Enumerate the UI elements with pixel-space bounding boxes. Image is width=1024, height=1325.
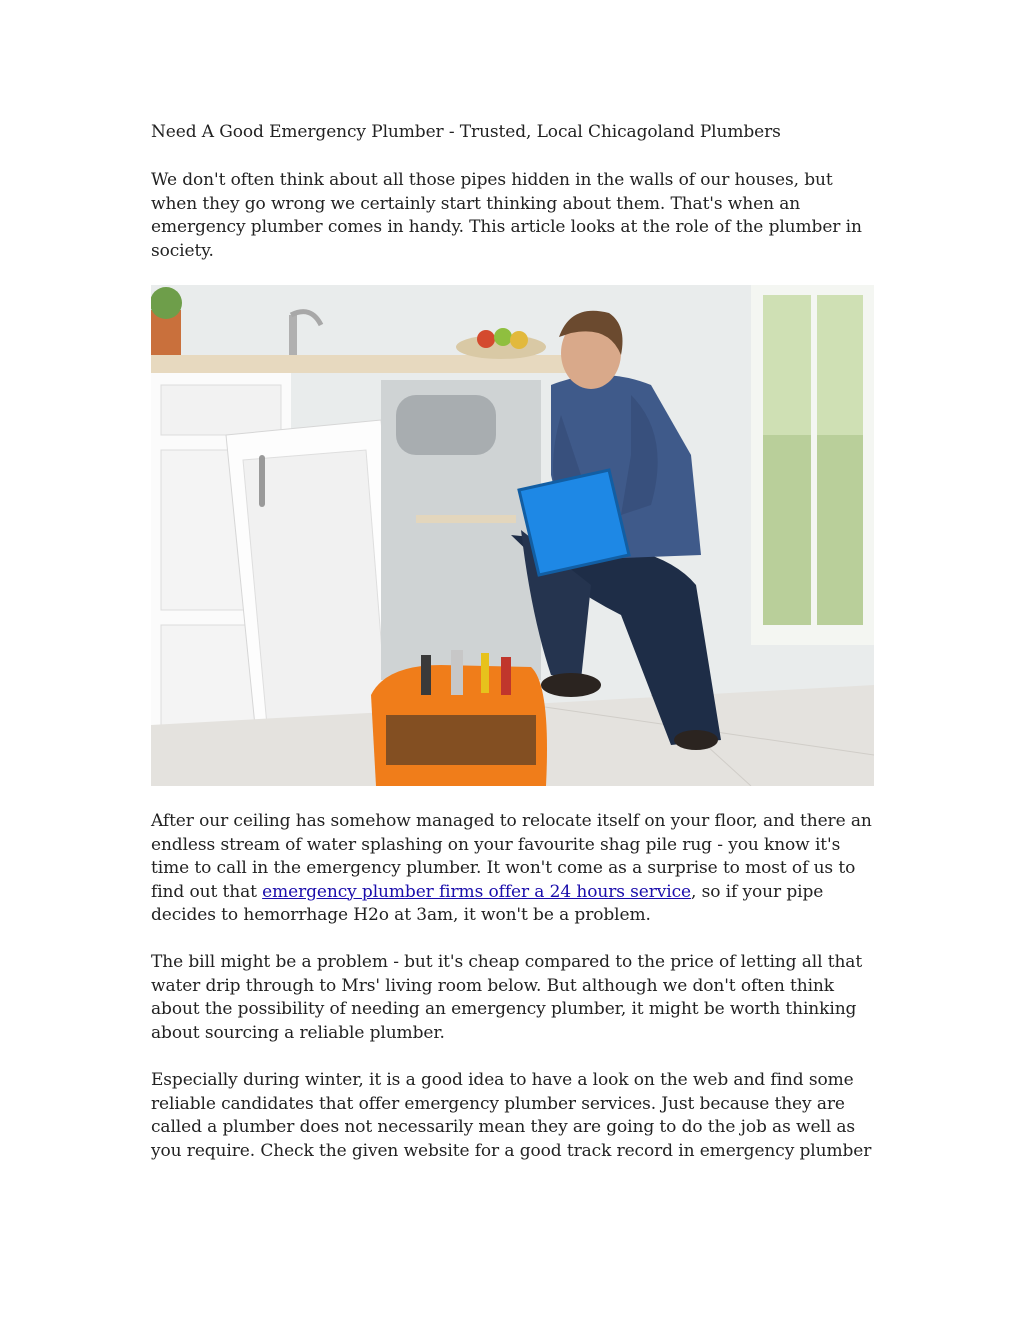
plumber-photo (151, 285, 874, 786)
body-paragraph-2: The bill might be a problem - but it's cheap compared to the price of letting all that water drip through to Mrs' living room below. But although we don't often think about the possibility of needing an emergency plumber, it might be worth thinking about sourcing a reliable plumber. (151, 952, 863, 1043)
plumber-photo-illustration (151, 285, 874, 786)
paragraph-1-text-after: , so if your pipe decides to hemorrhage H2o at 3am, it won't be a problem. (151, 881, 824, 925)
body-paragraph-1 (151, 810, 876, 928)
intro-paragraph: We don't often think about all those pipes hidden in the walls of our houses, but when they go wrong we certainly start thinking about them. That's when an emergency plumber comes in handy. This article looks at the role of the plumber in society. (151, 170, 862, 261)
body-paragraph-3: Especially during winter, it is a good idea to have a look on the web and find some reliable candidates that offer emergency plumber services. Just because they are called a plumber does not necessarily mean they are going to do the job as well as you require. Check the given website for a good track record in emergency plumber (151, 1070, 872, 1161)
paragraph-1-text-before: After our ceiling has somehow managed to relocate itself on your floor, and there an endless stream of water splashing on your favourite shag pile rug - you know it's time to call in the emergency plumber. It won't come as a surprise to most of us to find out that (151, 811, 872, 902)
document-title: Need A Good Emergency Plumber - Trusted, Local Chicagoland Plumbers (151, 122, 781, 142)
emergency-service-link[interactable]: emergency plumber firms offer a 24 hours service (262, 881, 691, 902)
